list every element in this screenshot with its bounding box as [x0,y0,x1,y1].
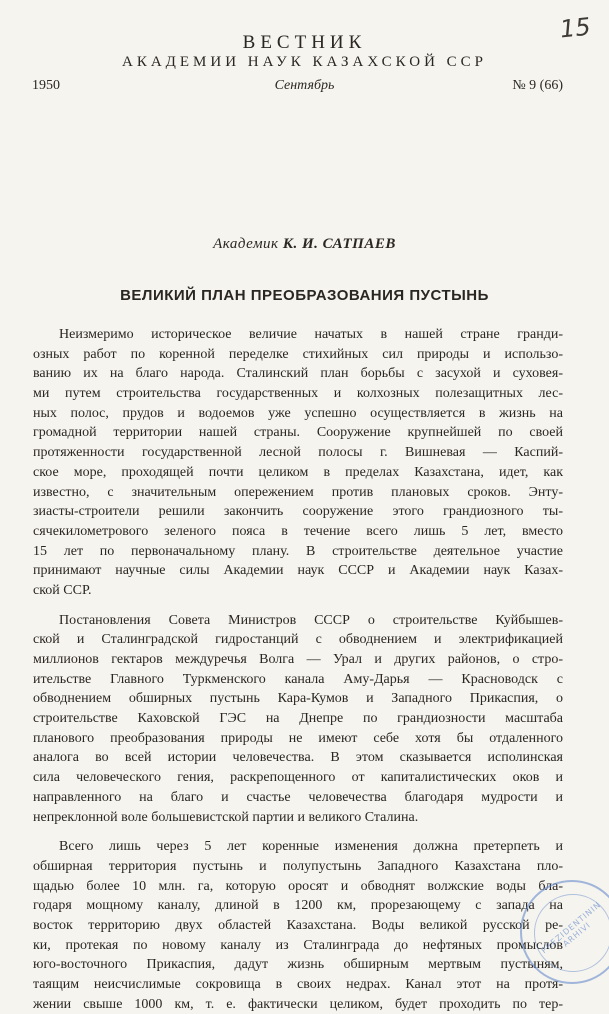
text-line: миллионов гектаров междуречья Волга — Урал и других районов, о стро- [33,652,563,667]
article-title: ВЕЛИКИЙ ПЛАН ПРЕОБРАЗОВАНИЯ ПУСТЫНЬ [120,287,489,304]
issue-number: № 9 (66) [512,78,563,93]
text-line: годаря мощному каналу, длиной в 1200 км, прорезающему с запада на [33,898,563,914]
author-name: К. И. САТПАЕВ [282,236,396,252]
text-line: юго-восточного Прикаспия, дадут жизнь обширным мертвым пустыням, [33,957,563,973]
text-line: ское море, проходящей почти целиком в пределах Казахстана, идет, как [33,464,563,480]
text-line: ванию их на благо народа. Сталинский план борьбы с засухой и суховея- [33,366,563,382]
text-line: ской ССР. [33,582,92,598]
text-line: обширная территория пустынь и полупустынь Западного Казахстана пло- [33,858,563,874]
author-title: Академик [213,236,279,252]
text-line: непреклонной воле большевистской партии и великого Сталина. [33,809,419,825]
text-line: восток территорию двух областей Казахстана. Воды великой русской ре- [33,917,563,933]
text-line: протяженности государственной лесной полосы г. Вишневая — Каспий- [33,445,563,461]
text-line: жении свыше 1000 км, т. е. фактически целиком, будет проходить по тер- [33,996,563,1012]
text-line: Всего лишь через 5 лет коренные изменения должна претерпеть и [59,839,563,855]
article-body [33,325,563,1014]
text-line: сячекилометрового зеленого пояса в течение всего лишь 5 лет, вместо [33,523,563,539]
text-line: 15 лет по первоначальному плану. В строительстве деятельное участие [33,543,563,559]
text-line: сила человеческого гения, раскрепощенного от капиталистических оков и [33,770,563,786]
text-line: Постановления Совета Министров СССР о строительстве Куйбышев- [59,612,563,628]
text-line: обводнением обширных пустынь Кара-Кумов и Западного Прикаспия, о [33,691,563,707]
text-line: ных полос, прудов и водоемов уже успешно осуществляется в жизнь на [33,405,563,421]
text-line: строительстве Каховской ГЭС на Днепре по грандиозности масштаба [33,711,563,727]
text-line: ми путем строительства государственных и колхозных полезащитных лес- [33,386,563,402]
issue-month: Сентябрь [274,78,335,93]
text-line: направленного на благо и счастье человечества благодаря мудрости и [33,789,563,805]
text-line: ительстве Главного Туркменского канала Аму-Дарья — Красноводск с [33,671,563,687]
text-line: зиасты-строители решили закончить сооружение этого грандиозного ты- [33,504,563,520]
text-line: Неизмеримо историческое величие начатых в нашей стране гранди- [59,327,563,342]
handwritten-page-number: 15 [558,12,592,44]
text-line: ской и Сталинградской гидростанций с обводнением и электрификацией [33,632,563,648]
text-line: щадью более 10 млн. га, которую оросят и обводнят волжские воды бла- [33,878,563,894]
journal-subtitle: АКАДЕМИИ НАУК КАЗАХСКОЙ ССР [121,54,487,70]
text-line: принимают научные силы Академии наук СССР и Академии наук Казах- [33,563,563,579]
text-line: ки, протекая по новому каналу из Сталинграда до нефтяных промыслов [33,937,563,953]
journal-title: ВЕСТНИК [242,32,367,53]
article-author [0,236,609,253]
archive-stamp-text: PREZIDENTININ ARHIVI [539,899,603,956]
text-line: таящим неисчислимые сокровища в своих недрах. Канал этот на протя- [33,977,563,992]
issue-year: 1950 [32,78,60,93]
text-line: аналога во всей истории человечества. В этом сказывается исполинская [33,750,563,766]
text-line: громадной территории нашей страны. Сооружение крупнейшей по своей [33,425,563,441]
text-line: известно, с значительным опережением против плановых сроков. Энту- [33,484,563,500]
text-line: планового преобразования природы не имеют себе хотя бы отдаленного [33,730,563,746]
text-line: озных работ по коренной переделке стихийных сил природы и использо- [33,346,563,362]
